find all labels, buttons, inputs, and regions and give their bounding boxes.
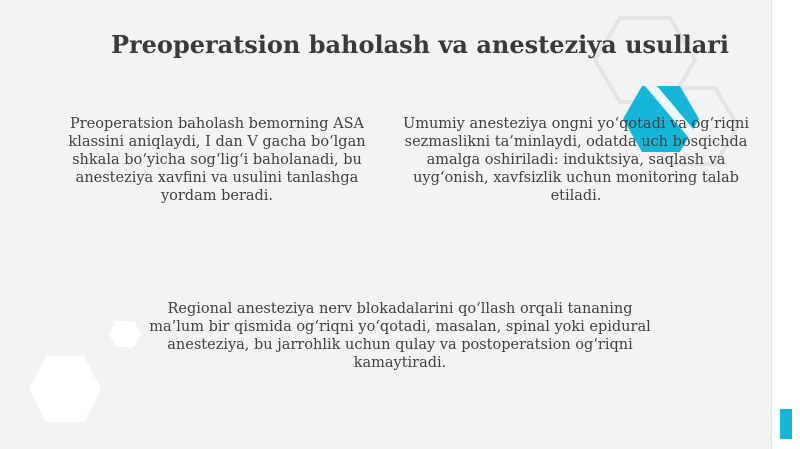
right-panel bbox=[772, 0, 800, 449]
accent-bar bbox=[780, 409, 792, 439]
white-hexagon-small-icon bbox=[108, 320, 142, 348]
regional-anesthesia-paragraph: Regional anesteziya nerv blokadalarini qo‘llash orqali tananing ma’lum bir qismida og‘riqni yo‘qotadi, masalan, spinal yoki epidural anesteziya, bu jarrohlik uchun qulay va postoperatsion og‘riqni kamaytiradi. bbox=[149, 301, 651, 371]
slide-title: Preoperatsion baholash va anesteziya usullari bbox=[110, 30, 730, 59]
general-anesthesia-paragraph: Umumiy anesteziya ongni yo‘qotadi va og‘riqni sezmaslikni ta’minlaydi, odatda uch bosqichda amalga oshiriladi: induktsiya, saqlash va uyg‘onish, xavfsizlik uchun monitoring talab etiladi. bbox=[402, 116, 749, 204]
white-hexagon-large-icon bbox=[28, 354, 102, 424]
asa-assessment-paragraph: Preoperatsion baholash bemorning ASA klassini aniqlaydi, I dan V gacha bo‘lgan shkala bo‘yicha sog‘lig‘i baholanadi, bu anesteziya xavfini va usulini tanlashga yordam beradi. bbox=[68, 116, 366, 204]
